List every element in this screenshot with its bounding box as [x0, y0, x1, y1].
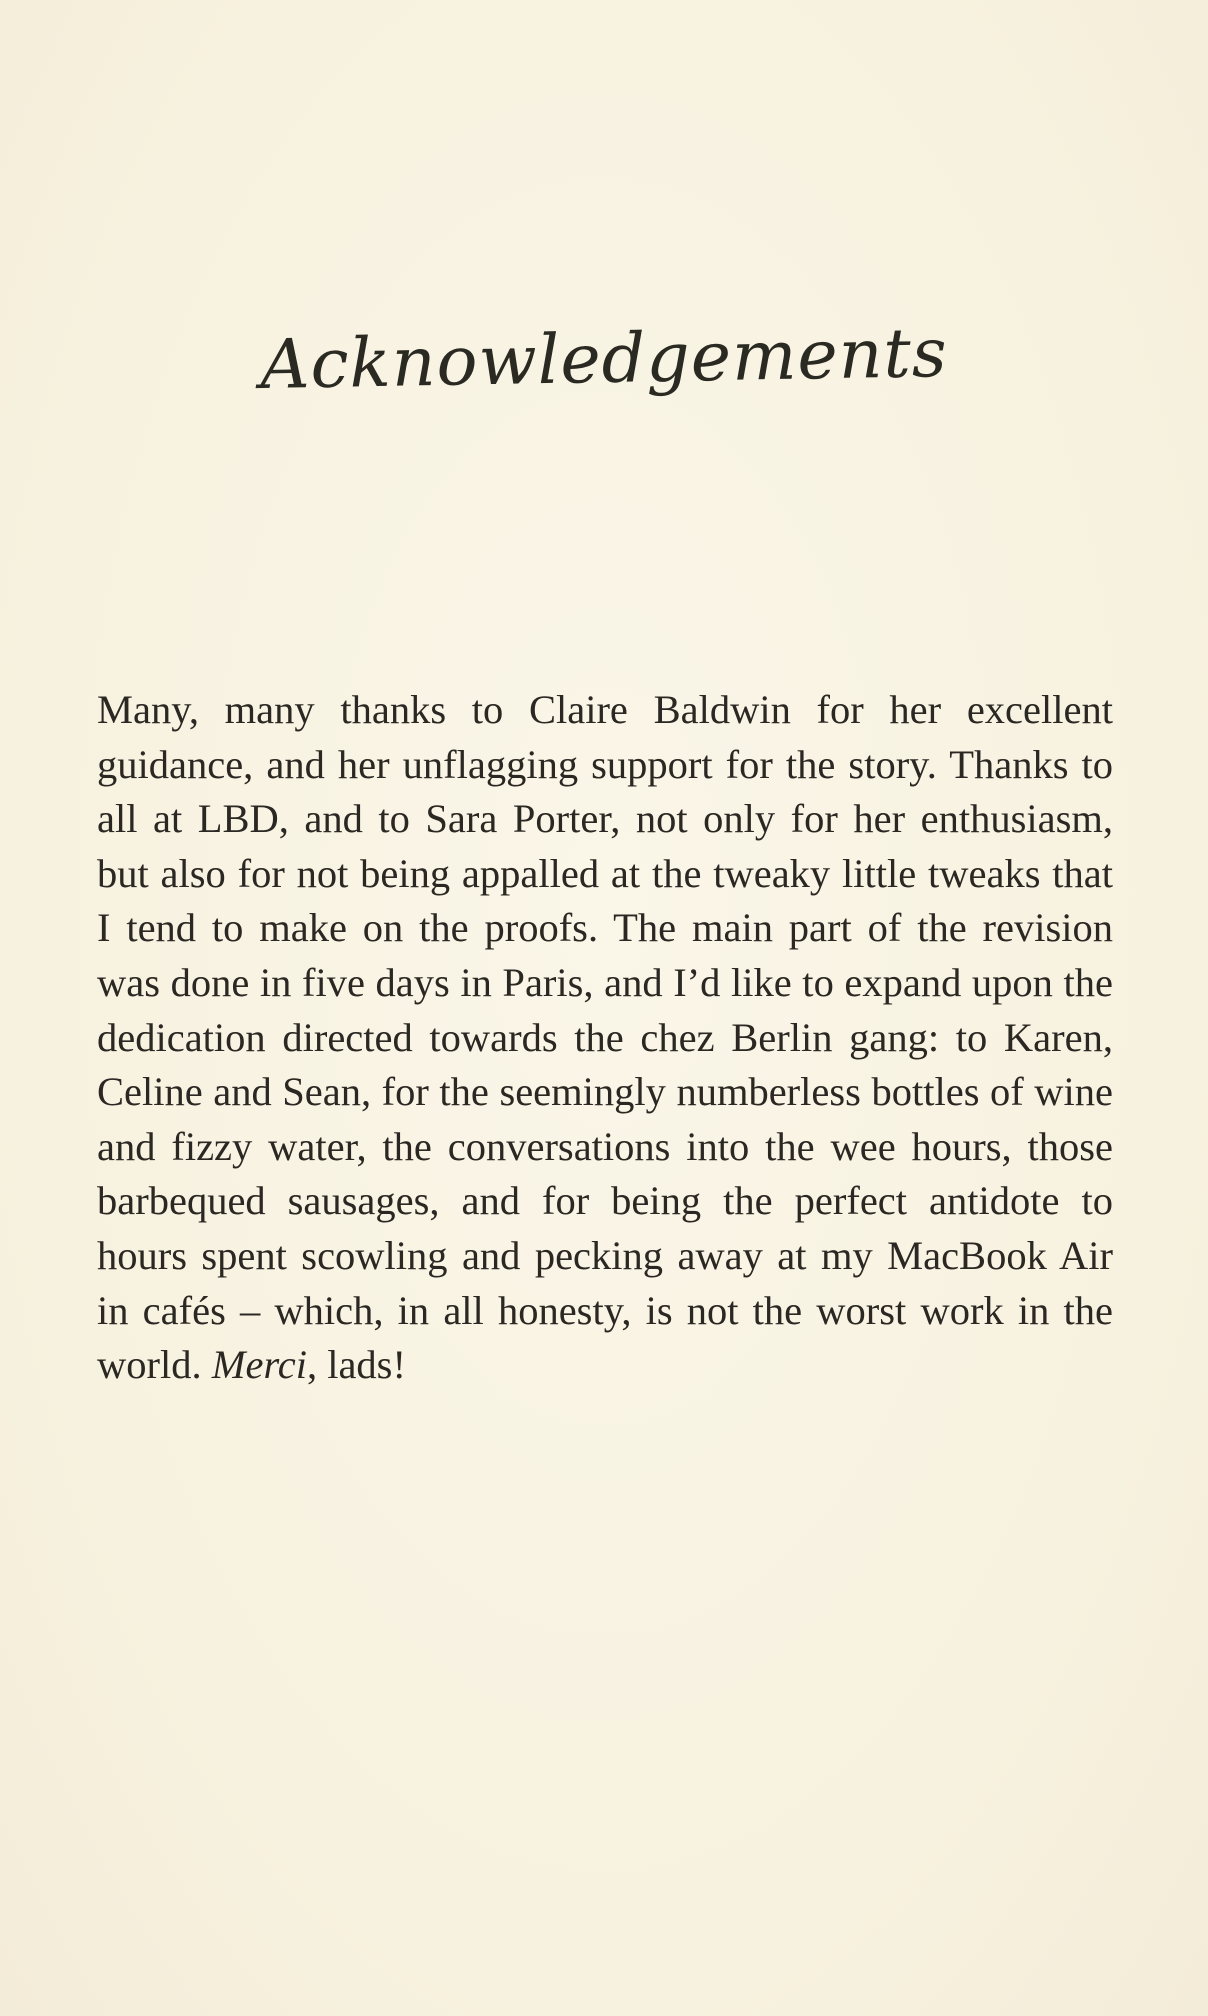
paragraph-closing-text: , lads!: [306, 1342, 406, 1388]
acknowledgements-paragraph: [97, 683, 1113, 1393]
acknowledgements-heading: Acknowledgements: [259, 314, 949, 405]
paragraph-main-text: Many, many thanks to Claire Baldwin for her excellent guidance, and her unflagging support for the story. Thanks to all at LBD, and to Sara Porter, not only for her enthusiasm, but also for not being appalled at the tweaky little tweaks that I tend to make on the proofs. The main part of the revision was done in five days in Paris, and I’d like to expand upon the dedication directed towards the chez Berlin gang: to Karen, Celine and Sean, for the seemingly numberless bottles of wine and fizzy water, the conversations into the wee hours, those barbequed sausages, and for being the perfect antidote to hours spent scowling and pecking away at my MacBook Air in cafés – which, in all honesty, is not the worst work in the world.: [97, 687, 1113, 1388]
merci-italic: Merci: [211, 1342, 307, 1388]
